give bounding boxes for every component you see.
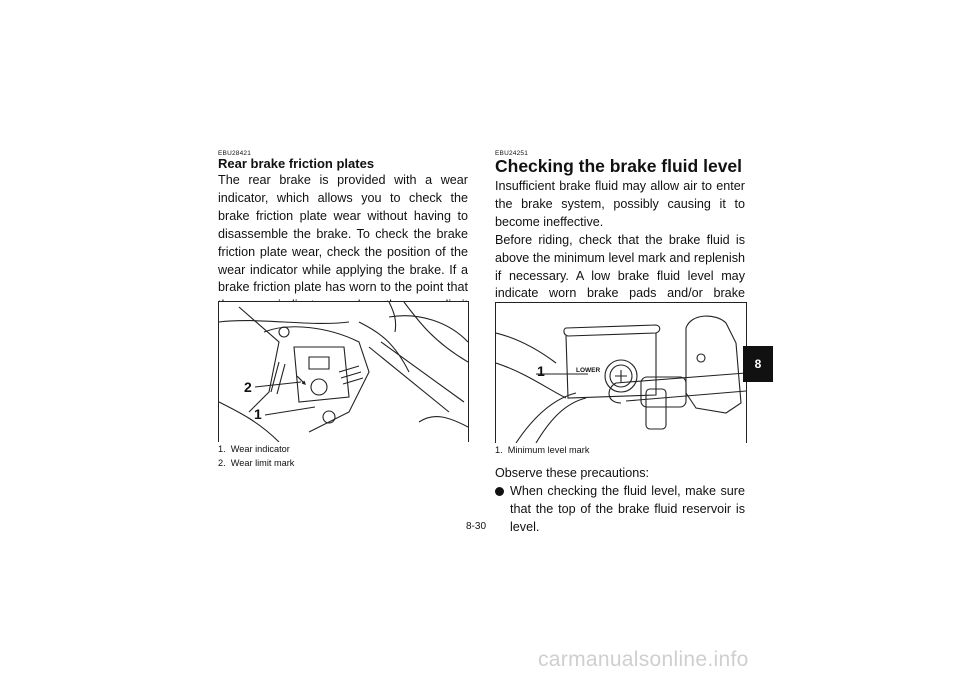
figure-rear-brake [218, 301, 469, 442]
section-tab: 8 [743, 346, 773, 382]
section-paragraph-1: Insufficient brake fluid may allow air to enter the brake system, possibly causing it to become ineffective. [495, 179, 745, 229]
figure-brake-fluid [495, 302, 747, 443]
precautions-block [495, 465, 745, 537]
caption-minimum-level-mark: 1. Minimum level mark [495, 445, 590, 455]
section-paragraph: The rear brake is provided with a wear indicator, which allows you to check the brake friction plate wear without having to disassemble the brake. To check the brake friction plate wear, check the position of the wear indicator while applying the brake. If a brake friction plate has worn to the point that [218, 173, 468, 295]
figure-caption-right [495, 444, 745, 458]
section-heading: Checking the brake fluid level [495, 156, 743, 176]
section-code: EBU28421 [218, 150, 252, 157]
figure-captions-left [218, 443, 468, 470]
brake-reservoir-illustration [496, 303, 746, 443]
section-code: EBU24251 [495, 150, 529, 157]
precaution-text: When checking the fluid level, make sure that the top of the brake fluid reservoir is level. [510, 483, 745, 534]
page-number: 8-30 [466, 521, 487, 532]
callout-1: 1 [537, 363, 545, 379]
caption-wear-indicator: 1. Wear indicator [218, 444, 290, 454]
caption-wear-limit-mark: 2. Wear limit mark [218, 457, 295, 468]
callout-1: 1 [254, 406, 262, 422]
section-heading: Rear brake friction plates [218, 156, 375, 171]
precaution-item [495, 483, 745, 537]
lower-mark-label: LOWER [576, 367, 601, 374]
precautions-intro: Observe these precautions: [495, 466, 650, 480]
watermark: carmanualsonline.info [538, 648, 749, 671]
callout-2: 2 [244, 379, 252, 395]
bullet-icon [495, 487, 504, 496]
section-paragraph-2: Before riding, check that the brake fluid is above the minimum level mark and replenish if necessary. A low brake fluid level may indicate worn brake pads and/or brake [495, 232, 745, 301]
